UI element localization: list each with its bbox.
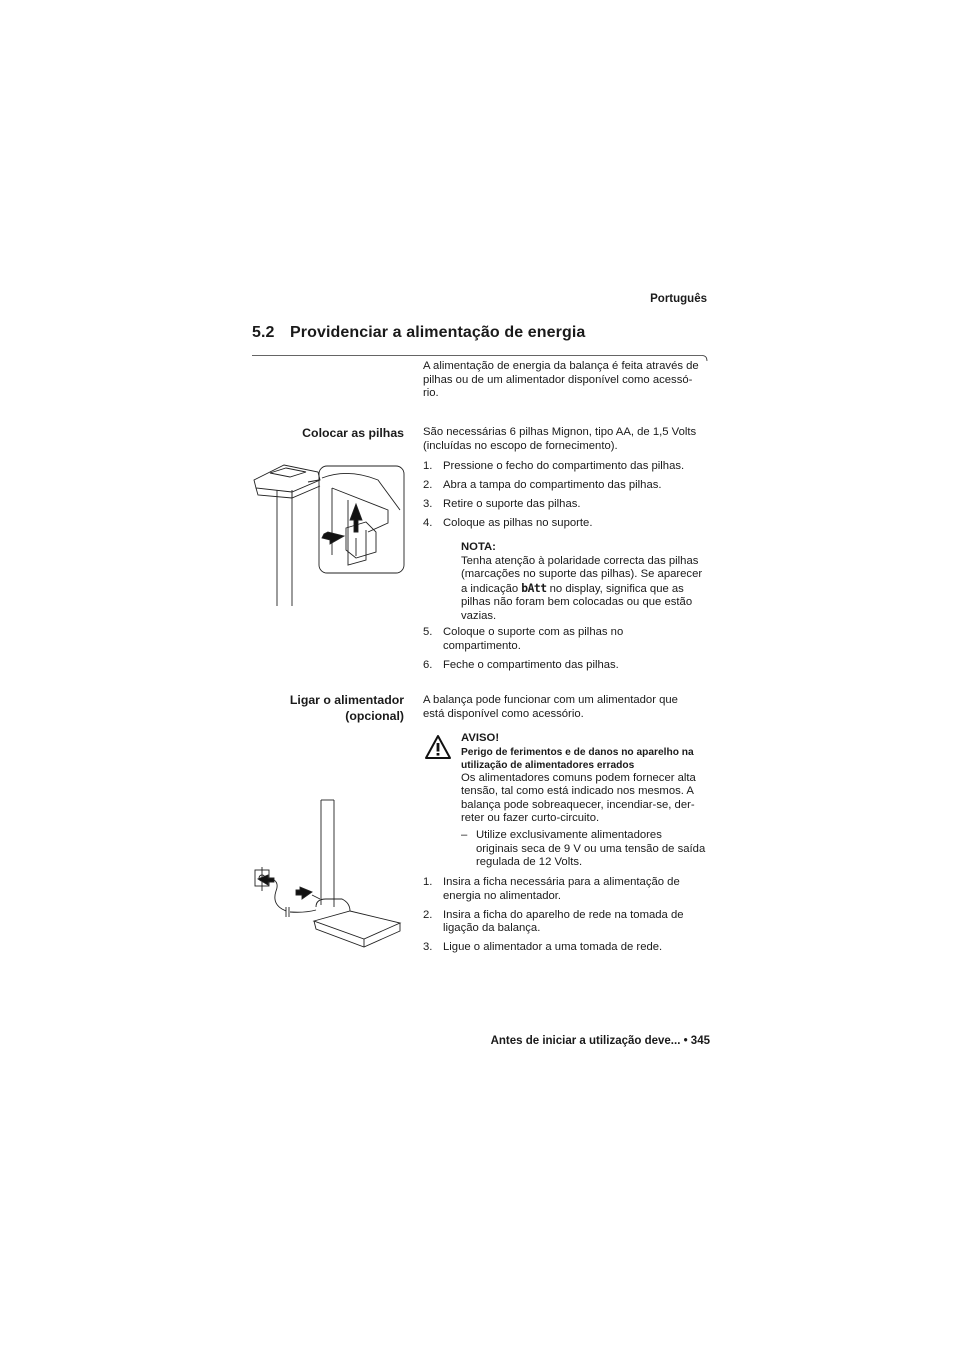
section-title: [252, 324, 585, 342]
battery-compartment-illustration: [248, 460, 408, 610]
note-line: vazias.: [461, 609, 497, 622]
step-text: Coloque as pilhas no suporte.: [443, 516, 593, 529]
step-text: Insira a ficha do aparelho de rede na tomada de: [443, 908, 684, 921]
list-item: [423, 659, 713, 673]
step-text: compartimento.: [443, 639, 521, 652]
step-number: 3.: [423, 941, 433, 954]
intro-line: pilhas ou de um alimentador disponível como acessó-: [423, 373, 693, 386]
step-text: energia no alimentador.: [443, 889, 562, 902]
power-adapter-illustration: [250, 795, 410, 955]
adapter-lead: [423, 694, 713, 721]
list-item: [423, 460, 713, 474]
step-text: Feche o compartimento das pilhas.: [443, 658, 619, 671]
adapter-heading-line: (opcional): [345, 709, 404, 723]
warning-line: reter ou fazer curto-circuito.: [461, 812, 600, 825]
warning-bullet-line: originais seca de 9 V ou uma tensão de saída: [476, 842, 706, 855]
intro-line: A alimentação de energia da balança é feita através de: [423, 360, 699, 372]
adapter-steps: [423, 876, 713, 960]
note-line: [461, 582, 713, 597]
step-text: Coloque o suporte com as pilhas no: [443, 626, 624, 638]
adapter-heading-line: Ligar o alimentador: [289, 693, 404, 707]
dash: –: [461, 828, 468, 841]
warning-line: tensão, tal como está indicado nos mesmos. A: [461, 785, 694, 798]
warning-triangle-icon: [424, 734, 452, 760]
batteries-lead-line: (incluídas no escopo de fornecimento).: [423, 439, 618, 452]
step-text: Ligue o alimentador a uma tomada de rede.: [443, 941, 663, 954]
batteries-heading: Colocar as pilhas: [302, 426, 404, 440]
warning-subtitle: Perigo de ferimentos e de danos no aparelho na: [461, 746, 694, 758]
batteries-steps: [423, 460, 713, 536]
step-number: 3.: [423, 497, 433, 510]
warning-subtitle: utilização de alimentadores errados: [461, 759, 635, 771]
warning-line: Os alimentadores comuns podem fornecer alta: [461, 771, 696, 784]
note-text: a indicação: [461, 582, 522, 595]
adapter-heading: [290, 692, 404, 724]
step-text: Retire o suporte das pilhas.: [443, 497, 581, 510]
step-number: 4.: [423, 516, 433, 529]
list-item: [423, 941, 713, 955]
step-text: Insira a ficha necessária para a alimentação de: [443, 876, 680, 888]
warning-bullet: [461, 829, 713, 870]
list-item: [423, 909, 713, 936]
warning-bullet-line: Utilize exclusivamente alimentadores: [476, 828, 662, 841]
intro-paragraph: [423, 360, 713, 401]
display-code: bAtt: [521, 581, 547, 595]
list-item: [423, 479, 713, 493]
step-number: 2.: [423, 908, 433, 921]
note-line: Tenha atenção à polaridade correcta das pilhas: [461, 554, 699, 567]
list-item: [423, 876, 713, 903]
note-text: no display, significa que as: [546, 582, 684, 595]
list-item: [423, 498, 713, 512]
warning-bullet-line: regulada de 12 Volts.: [476, 856, 583, 869]
adapter-lead-line: está disponível como acessório.: [423, 707, 584, 720]
warning-box: [461, 732, 713, 870]
step-text: Pressione o fecho do compartimento das pilhas.: [443, 460, 685, 472]
note-line: (marcações no suporte das pilhas). Se aparecer: [461, 568, 703, 581]
step-text: Abra a tampa do compartimento das pilhas.: [443, 478, 662, 491]
batteries-steps-continued: [423, 626, 713, 678]
warning-line: balança pode sobreaquecer, incendiar-se, der-: [461, 798, 695, 811]
batteries-lead-line: São necessárias 6 pilhas Mignon, tipo AA, de 1,5 Volts: [423, 426, 697, 438]
list-item: [423, 626, 713, 653]
language-label: Português: [650, 293, 707, 305]
step-number: 1.: [423, 460, 433, 472]
note-box: [461, 541, 713, 624]
note-line: pilhas não foram bem colocadas ou que estão: [461, 596, 693, 609]
section-heading: Providenciar a alimentação de energia: [290, 324, 586, 341]
section-number: 5.2: [252, 324, 275, 341]
step-number: 5.: [423, 626, 433, 638]
warning-label: AVISO!: [461, 732, 500, 744]
step-number: 2.: [423, 478, 433, 491]
list-item: [423, 517, 713, 531]
adapter-lead-line: A balança pode funcionar com um alimentador que: [423, 694, 678, 706]
step-number: 1.: [423, 876, 433, 888]
step-number: 6.: [423, 658, 433, 671]
batteries-lead: [423, 426, 713, 453]
page-footer: Antes de iniciar a utilização deve... • 345: [490, 1035, 710, 1047]
note-label: NOTA:: [461, 541, 496, 553]
intro-line: rio.: [423, 387, 439, 400]
step-text: ligação da balança.: [443, 922, 541, 935]
